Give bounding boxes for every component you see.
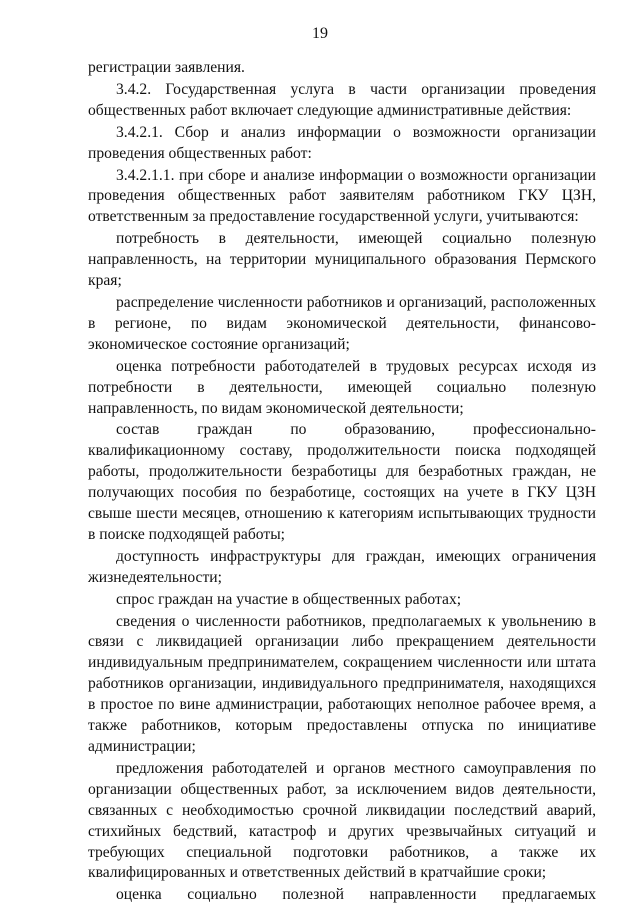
list-item-social-usefulness-assessment: оценка социально полезной направленности предлагаемых <box>116 886 596 904</box>
list-item-layoff-information: сведения о численности работников, предполагаемых к увольнению в связи с ликвидацией организации либо прекращением деятельности индивидуальным предпринимателем, сокращением численности или штата работников организации, индивидуального предпринимателя, находящихся в простое по вине администрации, работающих неполное рабочее время, а также работников, которым предоставлены отпуска по инициативе администрации; <box>88 612 596 755</box>
list-item-workforce-distribution: распределение численности работников и организаций, расположенных в регионе, по видам экономической деятельности, финансово-экономическое состояние организаций; <box>88 293 596 353</box>
document-body <box>88 58 596 906</box>
paragraph-section-3-4-2: 3.4.2. Государственная услуга в части организации проведения общественных работ включает следующие административные действия: <box>88 80 596 119</box>
list-item-employer-proposals: предложения работодателей и органов местного самоуправления по организации общественных работ, за исключением видов деятельности, связанных с необходимостью срочной ликвидации последствий аварий, стихийных бедствий, катастроф и других чрезвычайных ситуаций и требующих специальной подготовки работников, а также их квалифицированных и ответственных действий в кратчайшие сроки; <box>88 759 596 882</box>
list-item-citizen-composition: состав граждан по образованию, профессионально-квалификационному составу, продолжительности поиска подходящей работы, продолжительности безработицы для безработных граждан, не получающих пособия по безработице, состоящих на учете в ГКУ ЦЗН свыше шести месяцев, отношению к категориям испытывающих трудности в поиске подходящей работы; <box>88 421 596 543</box>
paragraph-section-3-4-2-1-1: 3.4.2.1.1. при сборе и анализе информации о возможности организации проведения общественных работ заявителям работником ГКУ ЦЗН, ответственным за предоставление государственной услуги, учитываются: <box>88 166 596 226</box>
list-item-need-for-activity: потребность в деятельности, имеющей социально полезную направленность, на территории муниципального образования Пермского края; <box>88 230 596 290</box>
list-item-citizen-demand: спрос граждан на участие в общественных работах; <box>116 590 462 608</box>
page-number: 19 <box>312 25 328 42</box>
list-item-infrastructure-access: доступность инфраструктуры для граждан, имеющих ограничения жизнедеятельности; <box>88 547 596 586</box>
paragraph-section-3-4-2-1: 3.4.2.1. Сбор и анализ информации о возможности организации проведения общественных работ: <box>88 123 596 162</box>
list-item-employer-demand: оценка потребности работодателей в трудовых ресурсах исходя из потребности в деятельности, имеющей социально полезную направленность, по видам экономической деятельности; <box>88 357 596 417</box>
paragraph-continuation: регистрации заявления. <box>88 59 245 76</box>
